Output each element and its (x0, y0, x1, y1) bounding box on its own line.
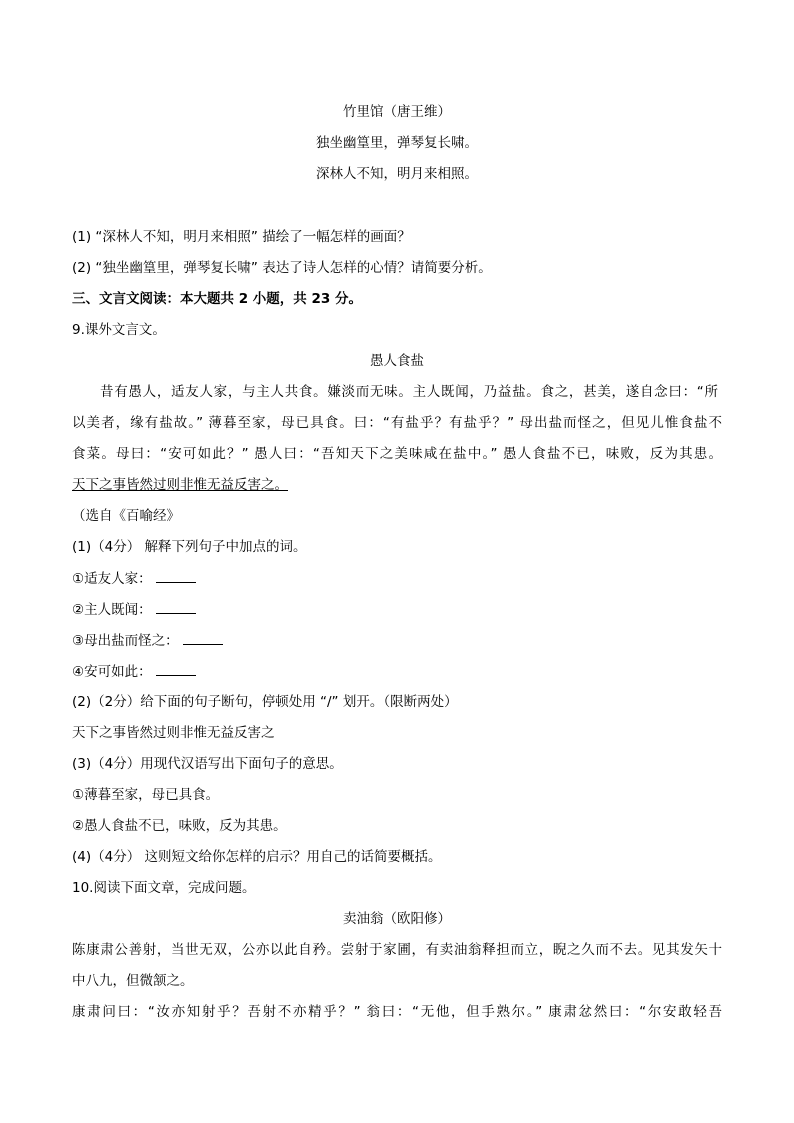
passage-10-line-3: 康肃问曰：“汝亦知射乎？吾射不亦精乎？” 翁曰：“无他，但手熟尔。” 康肃忿然曰：“尔安敢轻吾 (72, 1004, 722, 1020)
question-9-sub-3: (3)（4分）用现代汉语写出下面句子的意思。 (72, 756, 343, 772)
answer-blank[interactable] (183, 630, 223, 645)
passage-10-line-1: 陈康肃公善射，当世无双，公亦以此自矜。尝射于家圃，有卖油翁释担而立，睨之久而不去。见其发矢十 (72, 942, 722, 958)
sub-1-item-3 (72, 630, 722, 651)
sub-1-item-1 (72, 568, 722, 589)
poem-title: 竹里馆（唐王维） (343, 104, 451, 120)
passage-9-line-2: 以美者，缘有盐故。” 薄暮至家，母已具食。曰：“有盐乎？有盐乎？” 母出盐而怪之，但见儿惟食盐不 (72, 415, 722, 431)
passage-9-title: 愚人食盐 (370, 353, 424, 369)
answer-blank[interactable] (156, 661, 196, 676)
passage-9-line-3: 食菜。母曰：“安可如此？” 愚人曰：“吾知天下之美味咸在盐中。” 愚人食盐不已，味败，反为其患。 (72, 446, 722, 462)
poem-question-2: (2) “独坐幽篁里，弹琴复长啸” 表达了诗人怎样的心情？请简要分析。 (72, 260, 492, 276)
poem-line-1: 独坐幽篁里，弹琴复长啸。 (316, 135, 478, 151)
sub-1-item-1-text: ①适友人家： (72, 571, 152, 587)
sub-2-sentence: 天下之事皆然过则非惟无益反害之 (72, 725, 275, 741)
answer-blank[interactable] (156, 599, 196, 614)
poem-question-1: (1) “深林人不知，明月来相照” 描绘了一幅怎样的画面？ (72, 229, 411, 245)
passage-9-line-4: 天下之事皆然过则非惟无益反害之。 (72, 477, 288, 493)
passage-9-line-1: 昔有愚人，适友人家，与主人共食。嫌淡而无味。主人既闻，乃益盐。食之，甚美，遂自念曰：“所 (100, 384, 718, 400)
question-9-sub-2: (2)（2分）给下面的句子断句，停顿处用 “/” 划开。（限断两处） (72, 694, 458, 710)
question-9-sub-1: (1)（4分） 解释下列句子中加点的词。 (72, 539, 307, 555)
sub-1-item-3-text: ③母出盐而怪之： (72, 633, 179, 649)
sub-1-item-4-text: ④安可如此： (72, 664, 152, 680)
sub-3-item-2: ②愚人食盐不已，味败，反为其患。 (72, 818, 287, 834)
answer-blank[interactable] (156, 568, 196, 583)
question-9-label: 9.课外文言文。 (72, 322, 166, 338)
sub-1-item-4 (72, 661, 722, 682)
section-3-heading: 三、文言文阅读：本大题共 2 小题，共 23 分。 (72, 291, 362, 307)
poem-line-2: 深林人不知，明月来相照。 (316, 166, 478, 182)
question-9-sub-4: (4)（4分） 这则短文给你怎样的启示？用自己的话简要概括。 (72, 849, 442, 865)
passage-9-source: （选自《百喻经》 (72, 508, 180, 524)
passage-10-title: 卖油翁（欧阳修） (343, 911, 451, 927)
question-10-label: 10.阅读下面文章，完成问题。 (72, 880, 256, 896)
sub-3-item-1: ①薄暮至家，母已具食。 (72, 787, 220, 803)
passage-10-line-2: 中八九，但微颔之。 (72, 973, 194, 989)
sub-1-item-2 (72, 599, 722, 620)
sub-1-item-2-text: ②主人既闻： (72, 602, 152, 618)
